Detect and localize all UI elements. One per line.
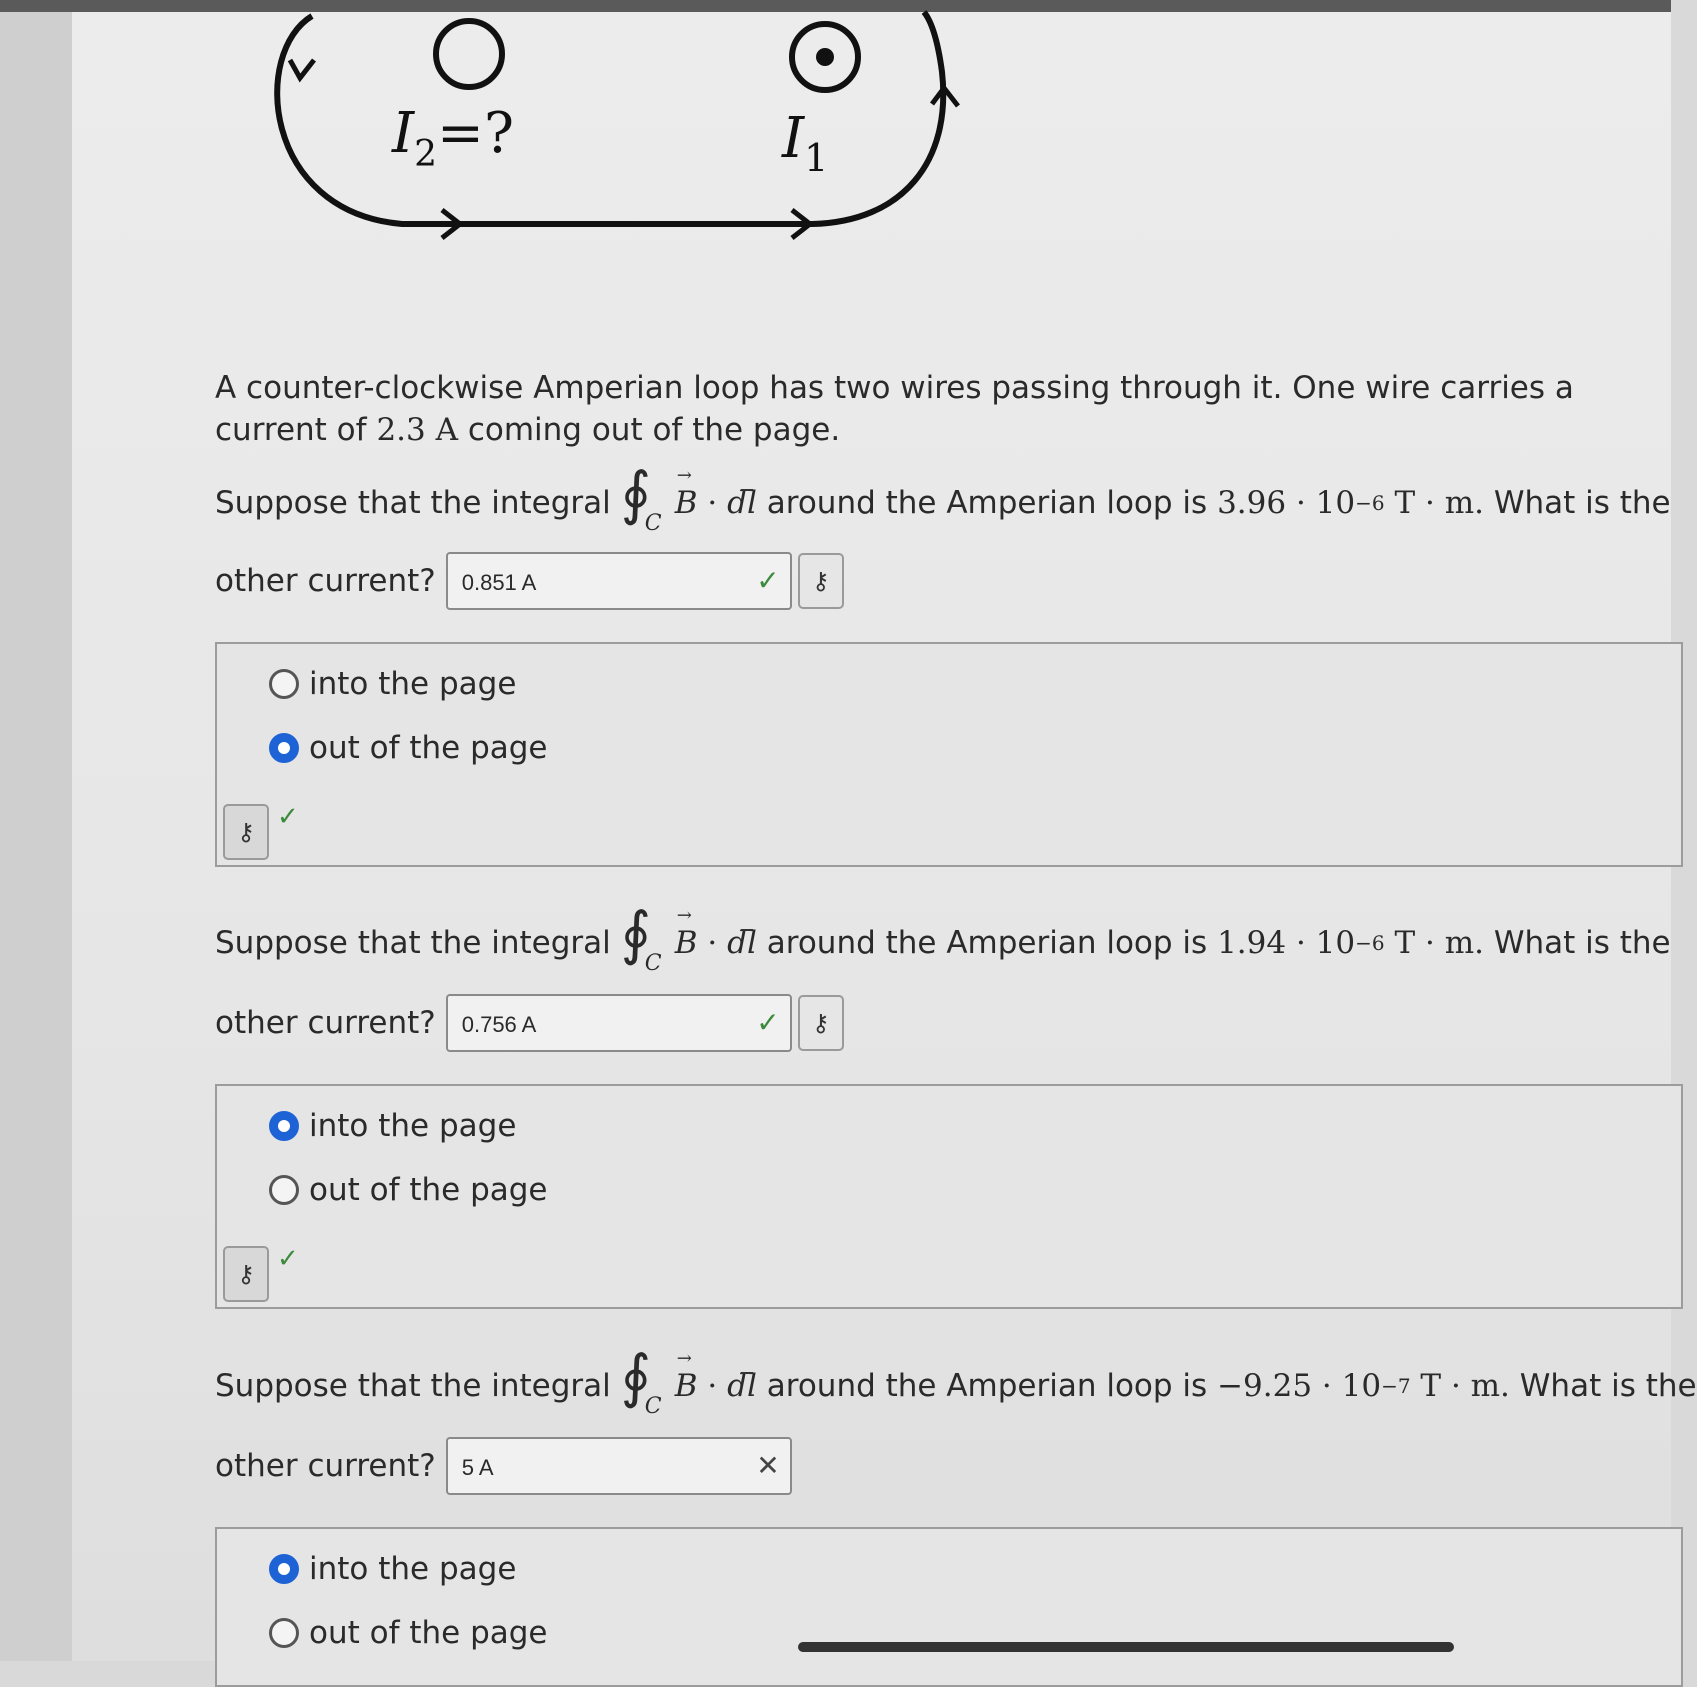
wire-2-label: $I_2=$?: [392, 101, 514, 175]
key-button[interactable]: [223, 804, 269, 860]
answer-input-2[interactable]: 0.756 A ✓: [446, 994, 792, 1052]
closed-integral-symbol: ∮ C: [620, 899, 662, 976]
option-out-of-page[interactable]: out of the page: [269, 1615, 548, 1651]
horizontal-scrollbar[interactable]: [798, 1642, 1454, 1652]
answer-input-3[interactable]: 5 A ✕: [446, 1437, 792, 1495]
amperian-loop-path: [277, 12, 943, 224]
key-icon: ⚷: [811, 1009, 830, 1037]
option-out-of-page[interactable]: out of the page: [269, 730, 548, 766]
top-bezel: [0, 0, 1671, 12]
key-button[interactable]: [223, 1246, 269, 1302]
answer-label: other current?: [215, 1005, 436, 1041]
option-into-page[interactable]: into the page: [269, 1551, 516, 1587]
check-icon: ✓: [756, 564, 780, 597]
option-out-of-page[interactable]: out of the page: [269, 1172, 548, 1208]
wire-1-label: $I_1$: [782, 106, 829, 180]
key-button[interactable]: [798, 553, 844, 609]
question-2-prompt: Suppose that the integral ∮ C → B · dl around the Amperian loop is 1.94 · 10 −6 T · m. What is the: [215, 907, 1671, 979]
direction-options-3: [215, 1527, 1683, 1687]
problem-statement: [215, 367, 1675, 451]
key-button[interactable]: [798, 995, 844, 1051]
intro-text-end: coming out of the page.: [457, 412, 841, 448]
option-into-page[interactable]: into the page: [269, 1108, 516, 1144]
check-icon: ✓: [277, 1244, 299, 1274]
radio-out-selected[interactable]: [269, 733, 299, 763]
intro-current-value: 2.3 A: [376, 412, 458, 448]
intro-text: A counter-clockwise Amperian loop has two wires passing through it. One wire carries a current of: [215, 370, 1574, 448]
radio-out[interactable]: [269, 1618, 299, 1648]
radio-out[interactable]: [269, 1175, 299, 1205]
direction-options-2: [215, 1084, 1683, 1309]
question-page: [72, 12, 1697, 1661]
answer-label: other current?: [215, 1448, 436, 1484]
direction-options-1: [215, 642, 1683, 867]
check-icon: ✓: [277, 802, 299, 832]
closed-integral-symbol: ∮ C: [620, 459, 662, 536]
cross-icon: ✕: [756, 1449, 780, 1482]
wire-2-symbol: [436, 21, 502, 87]
answer-input-1[interactable]: 0.851 A ✓: [446, 552, 792, 610]
closed-integral-symbol: ∮ C: [620, 1342, 662, 1419]
key-icon: ⚷: [811, 567, 830, 595]
key-icon: ⚷: [237, 818, 255, 846]
question-1-answer-row: [215, 552, 844, 610]
question-3-answer-row: [215, 1437, 792, 1495]
question-1-prompt: Suppose that the integral ∮ C → B · dl around the Amperian loop is 3.96 · 10 −6 T · m. What is the: [215, 467, 1671, 539]
check-icon: ✓: [756, 1006, 780, 1039]
radio-into-selected[interactable]: [269, 1111, 299, 1141]
radio-into-selected[interactable]: [269, 1554, 299, 1584]
radio-into[interactable]: [269, 669, 299, 699]
wire-1-dot: [816, 48, 834, 66]
question-2-answer-row: [215, 994, 844, 1052]
loop-arrow-left: [290, 60, 314, 78]
key-icon: ⚷: [237, 1260, 255, 1288]
amperian-loop-figure: [252, 12, 1012, 252]
left-gutter: [0, 12, 72, 1661]
answer-label: other current?: [215, 563, 436, 599]
option-into-page[interactable]: into the page: [269, 666, 516, 702]
question-3-prompt: Suppose that the integral ∮ C → B · dl around the Amperian loop is −9.25 · 10 −7 T · m. What is the: [215, 1350, 1697, 1422]
